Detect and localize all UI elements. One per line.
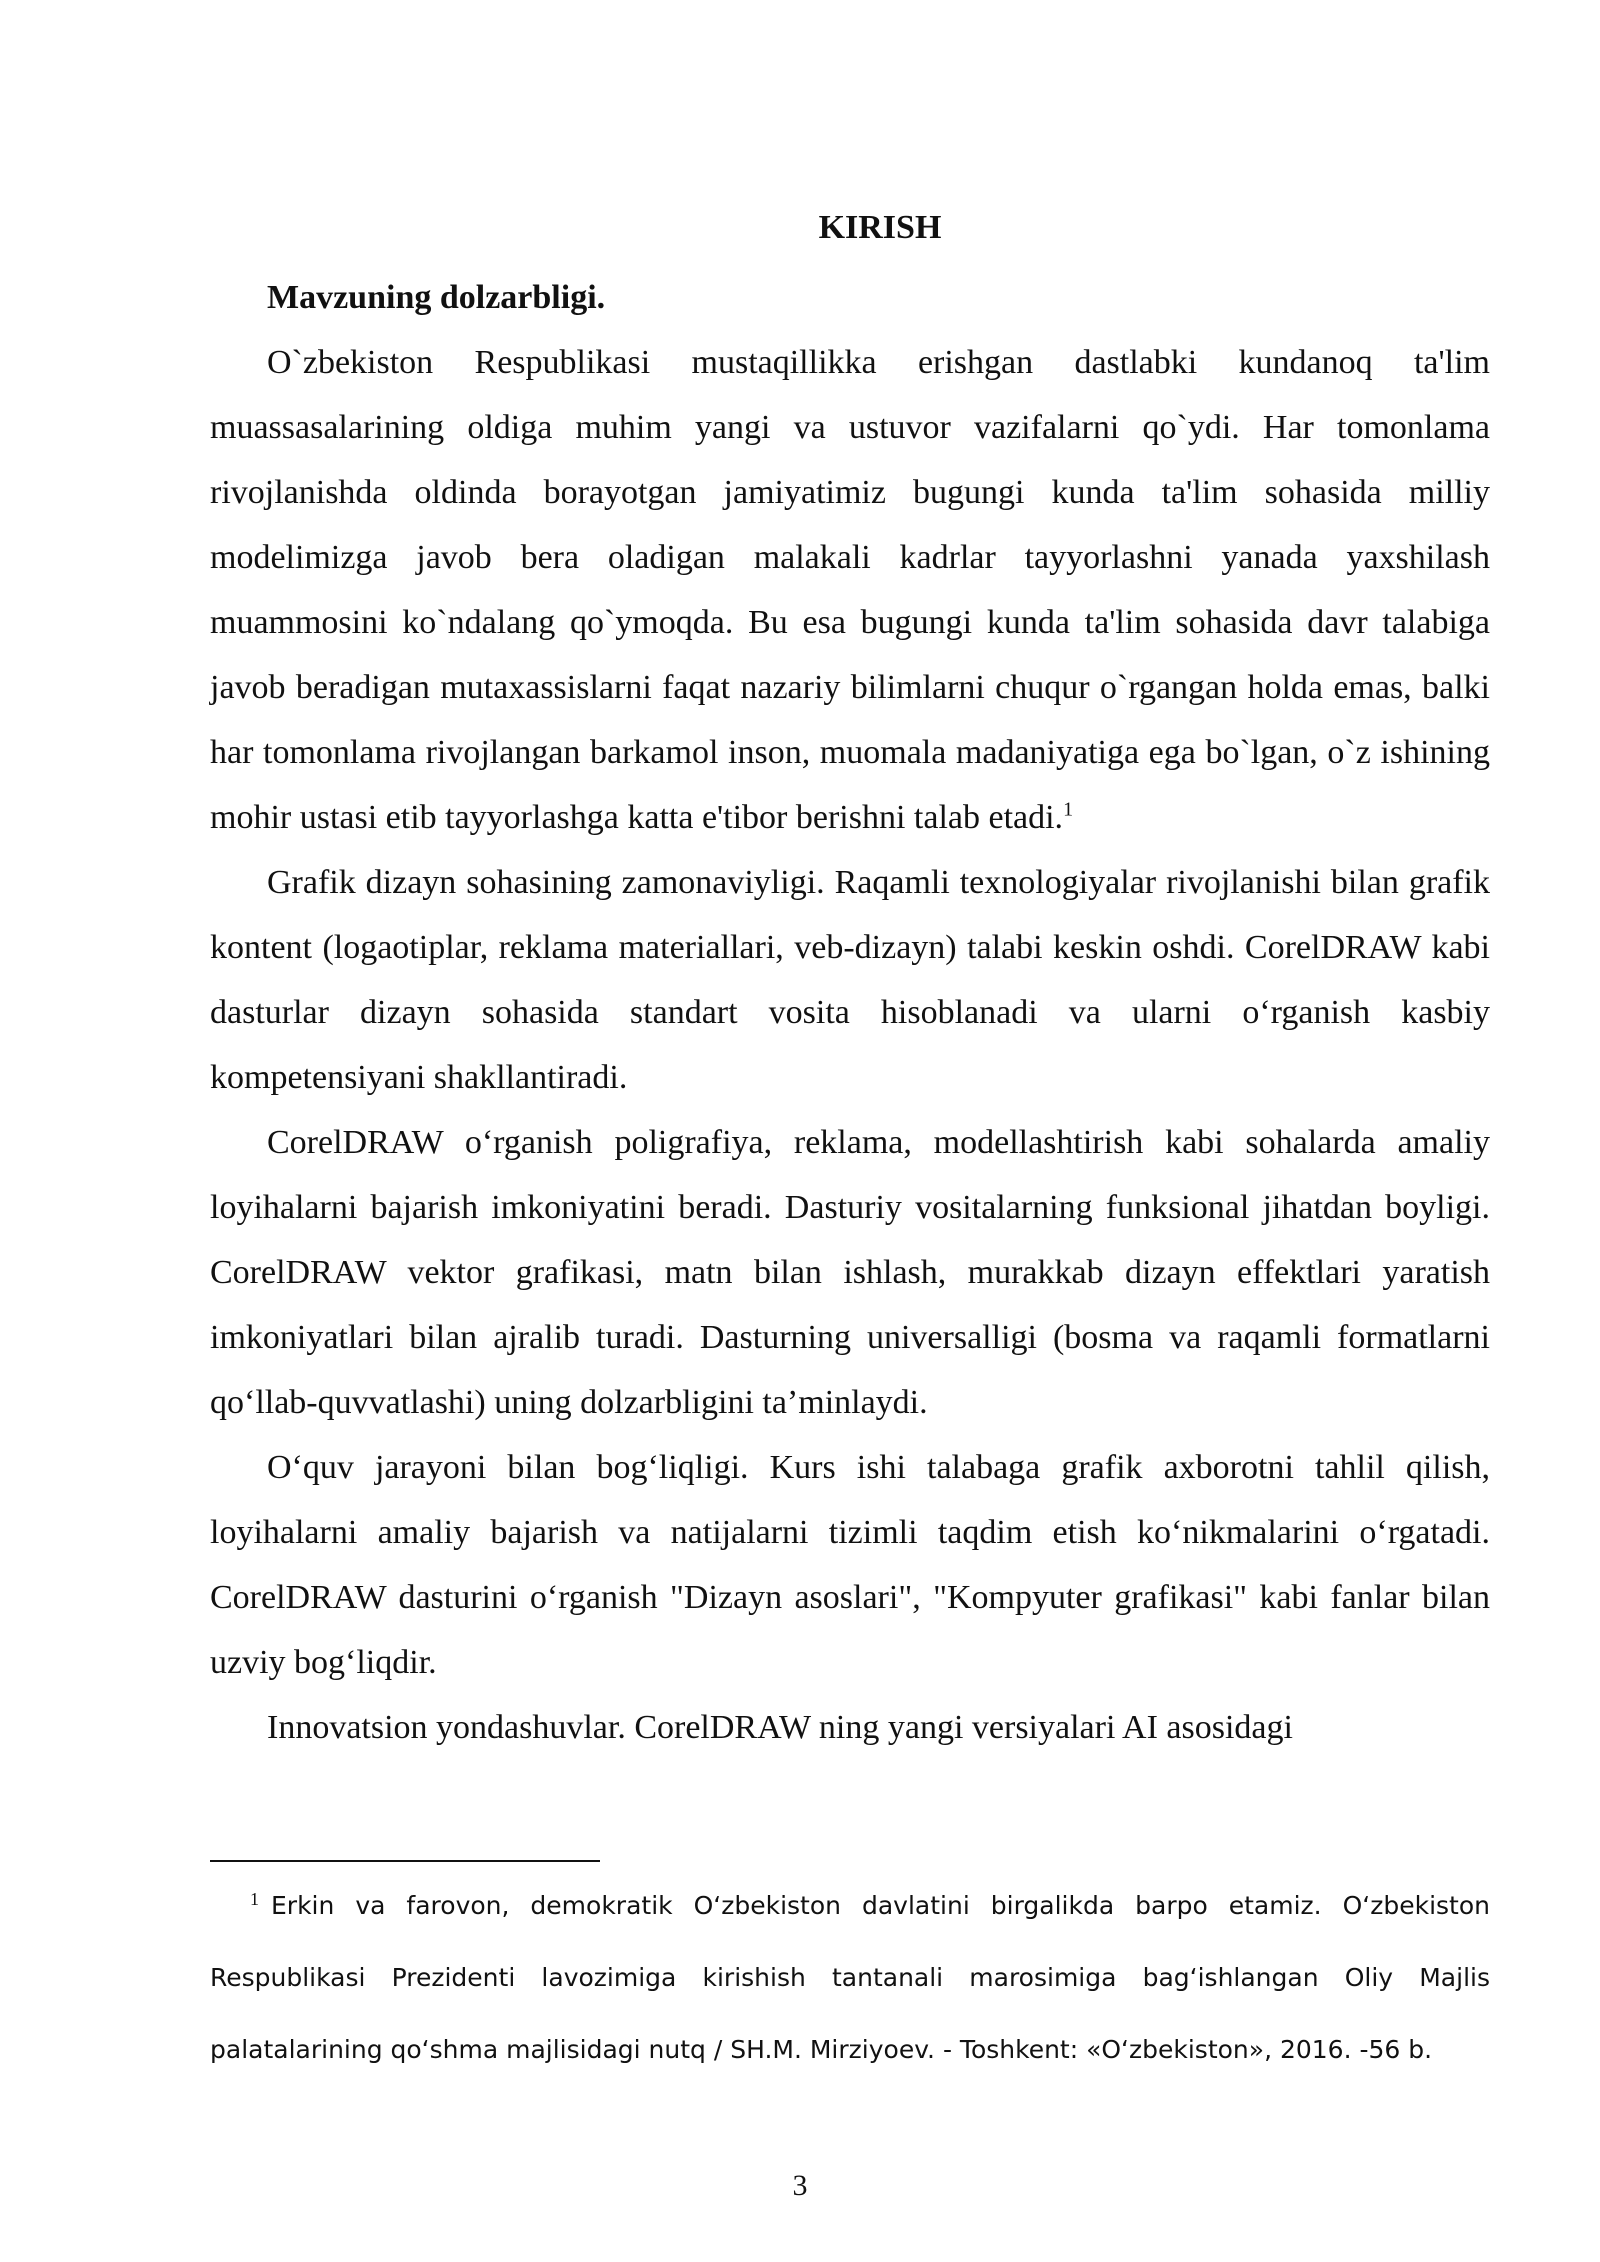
paragraph-5: Innovatsion yondashuvlar. CorelDRAW ning yangi versiyalari AI asosidagi bbox=[267, 1709, 1293, 1746]
footnote bbox=[210, 1870, 1490, 2086]
page-number: 3 bbox=[792, 2169, 808, 2202]
footnote-separator bbox=[210, 1860, 600, 1862]
paragraph-4: O‘quv jarayoni bilan bog‘liqligi. Kurs ishi talabaga grafik axborotni tahlil qilish, loyihalarni amaliy bajarish va natijalarni tizimli taqdim etish ko‘nikmalarini o‘rgatadi. CorelDRAW dasturini o‘rganish "Dizayn asoslari", "Kompyuter grafikasi" kabi fanlar bilan uzviy bog‘liqdir. bbox=[210, 1449, 1490, 1681]
footnote-text: Erkin va farovon, demokratik O‘zbekiston davlatini birgalikda barpo etamiz. O‘zbekiston Respublikasi Prezidenti lavozimiga kirishish tantanali marosimiga bag‘ishlangan Oliy Majlis palatalarining qo‘shma majlisidagi nutq / SH.M. Mirziyoev. - Toshkent: «O‘zbekiston», 2016. -56 b. bbox=[210, 1891, 1490, 2064]
footnote-number: 1 bbox=[250, 1888, 259, 1909]
paragraph-2: Grafik dizayn sohasining zamonaviyligi. Raqamli texnologiyalar rivojlanishi bilan grafik kontent (logaotiplar, reklama materiallari, veb-dizayn) talabi keskin oshdi. CorelDRAW kabi dasturlar dizayn sohasida standart vosita hisoblanadi va ularni o‘rganish kasbiy kompetensiyani shakllantiradi. bbox=[210, 864, 1490, 1096]
paragraph-1-text: O`zbekiston Respublikasi mustaqillikka erishgan dastlabki kundanoq ta'lim muassasalarining oldiga muhim yangi va ustuvor vazifalarni qo`ydi. Har tomonlama rivojlanishda oldinda borayotgan jamiyatimiz bugungi kunda ta'lim sohasida milliy modelimizga javob bera oladigan malakali kadrlar tayyorlashni yanada yaxshilash muammosini ko`ndalang qo`ymoqda. Bu esa bugungi kunda ta'lim sohasida davr talabiga javob beradigan mutaxassislarni faqat nazariy bilimlarni chuqur o`rgangan holda emas, balki har tomonlama rivojlangan barkamol inson, muomala madaniyatiga ega bo`lgan, o`z ishining mohir ustasi etib tayyorlashga katta e'tibor berishni talab etadi. bbox=[210, 344, 1490, 836]
section-heading: Mavzuning dolzarbligi. bbox=[267, 279, 606, 316]
footnote-reference[interactable]: 1 bbox=[1063, 798, 1074, 821]
body-text bbox=[210, 265, 1490, 1760]
paragraph-3: CorelDRAW o‘rganish poligrafiya, reklama, modellashtirish kabi sohalarda amaliy loyihalarni bajarish imkoniyatini beradi. Dasturiy vositalarning funksional jihatdan boyligi. CorelDRAW vektor grafikasi, matn bilan ishlash, murakkab dizayn effektlari yaratish imkoniyatlari bilan ajralib turadi. Dasturning universalligi (bosma va raqamli formatlarni qo‘llab-quvvatlashi) uning dolzarbligini ta’minlaydi. bbox=[210, 1124, 1490, 1421]
paragraph-1 bbox=[210, 330, 1490, 850]
page-title: KIRISH bbox=[818, 209, 942, 246]
